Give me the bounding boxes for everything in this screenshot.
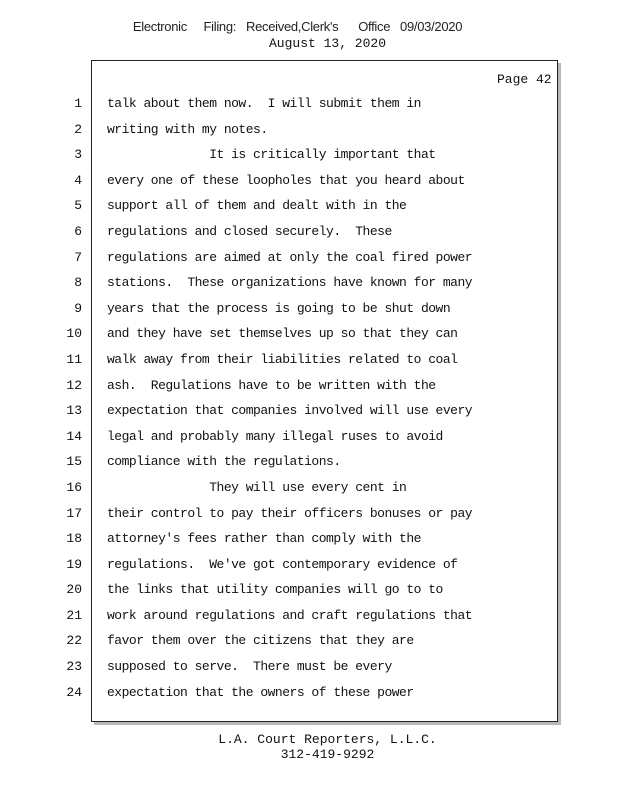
line-text: stations. These organizations have known for many [107,275,473,291]
line-text: compliance with the regulations. [107,454,341,470]
line-text: every one of these loopholes that you heard about [107,172,465,188]
transcript-line [0,142,618,168]
line-number: 12 [66,377,82,393]
line-text: regulations. We've got contemporary evidence of [107,556,458,572]
line-text: and they have set themselves up so that they can [107,326,458,342]
transcript-lines [0,91,618,705]
transcript-line [0,168,618,194]
transcript-line [0,628,618,654]
transcript-line [0,219,618,245]
transcript-line [0,91,618,117]
line-text: their control to pay their officers bonuses or pay [107,505,473,521]
transcript-line [0,270,618,296]
line-text: They will use every cent in [107,479,407,495]
transcript-line [0,501,618,527]
line-text: walk away from their liabilities related to coal [107,351,458,367]
line-number: 17 [66,505,82,521]
line-number: 10 [66,326,82,342]
electronic-filing-stamp: Electronic Filing: Received,Clerk's Office 09/03/2020 [132,19,463,34]
transcript-line [0,680,618,706]
transcript-line [0,526,618,552]
line-number: 9 [74,300,82,316]
line-number: 6 [74,223,82,239]
line-number: 22 [66,633,82,649]
line-number: 19 [66,556,82,572]
line-text: attorney's fees rather than comply with the [107,531,421,547]
transcript-line [0,373,618,399]
line-text: regulations are aimed at only the coal fired power [107,249,473,265]
line-number: 16 [66,479,82,495]
line-number: 24 [66,684,82,700]
line-number: 14 [66,428,82,444]
line-number: 2 [74,121,82,137]
line-number: 18 [66,531,82,547]
line-text: It is critically important that [107,147,436,163]
transcript-line [0,475,618,501]
court-reporter-name: L.A. Court Reporters, L.L.C. [218,732,437,747]
transcript-line [0,654,618,680]
line-number: 13 [66,403,82,419]
transcript-line [0,398,618,424]
line-text: the links that utility companies will go to to [107,582,443,598]
transcript-line [0,193,618,219]
line-number: 8 [74,275,82,291]
page-number: Page 42 [497,72,552,87]
line-text: supposed to serve. There must be every [107,659,392,675]
line-text: expectation that companies involved will use every [107,403,473,419]
line-number: 15 [66,454,82,470]
line-text: favor them over the citizens that they are [107,633,414,649]
transcript-line [0,577,618,603]
line-number: 20 [66,582,82,598]
court-reporter-phone: 312-419-9292 [280,747,375,762]
line-text: legal and probably many illegal ruses to avoid [107,428,443,444]
line-text: writing with my notes. [107,121,268,137]
line-number: 3 [74,147,82,163]
transcript-line [0,296,618,322]
line-text: talk about them now. I will submit them in [107,96,421,111]
line-number: 5 [74,198,82,214]
transcript-line [0,321,618,347]
transcript-line [0,424,618,450]
line-text: work around regulations and craft regulations that [107,607,473,623]
line-number: 7 [74,249,82,265]
line-number: 11 [66,351,82,367]
transcript-line [0,245,618,271]
line-text: ash. Regulations have to be written with the [107,377,436,393]
hearing-date: August 13, 2020 [268,36,387,51]
line-text: support all of them and dealt with in the [107,198,407,214]
transcript-line [0,347,618,373]
line-text: regulations and closed securely. These [107,223,392,239]
transcript-line [0,552,618,578]
line-number: 21 [66,607,82,623]
line-number: 23 [66,659,82,675]
transcript-line [0,449,618,475]
line-number: 4 [74,172,82,188]
line-text: expectation that the owners of these power [107,684,414,700]
transcript-line [0,117,618,143]
transcript-line [0,603,618,629]
line-text: years that the process is going to be shut down [107,300,451,316]
line-number: 1 [74,96,82,111]
